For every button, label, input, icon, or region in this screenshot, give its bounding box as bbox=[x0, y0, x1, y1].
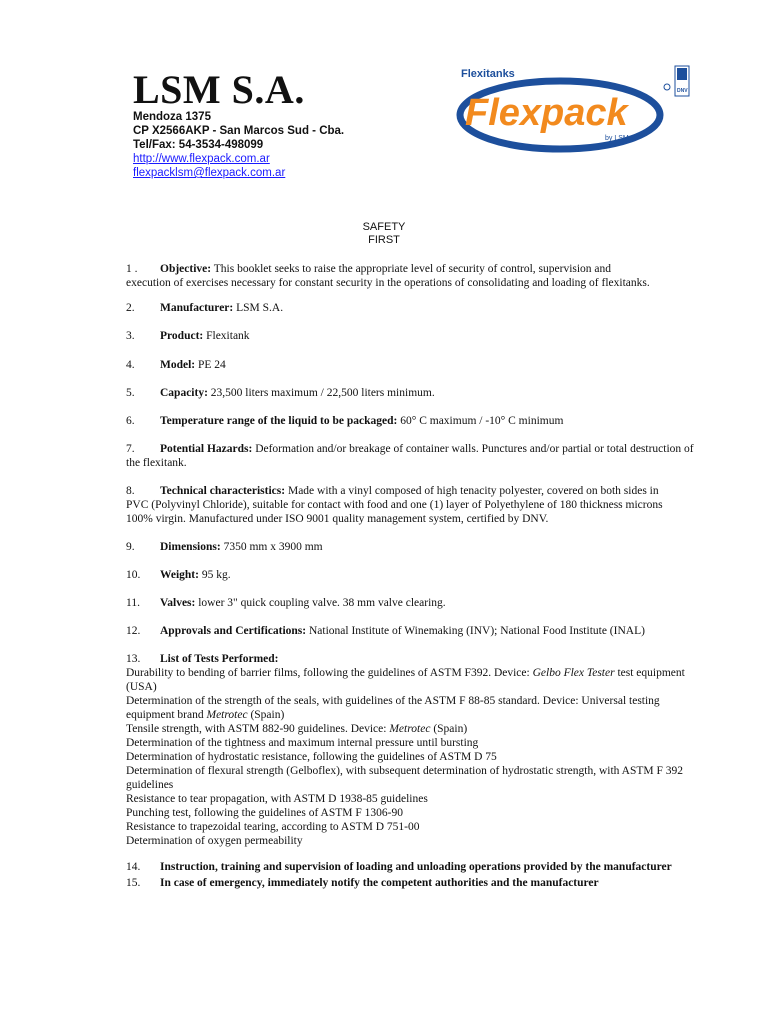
item-valves bbox=[126, 596, 716, 610]
item-label: Potential Hazards: bbox=[160, 443, 253, 455]
item-number: 9. bbox=[126, 541, 135, 553]
flexpack-logo bbox=[455, 60, 695, 160]
item-text: Made with a vinyl composed of high tenacity polyester, covered on both sides in bbox=[285, 485, 659, 497]
title-line-1: SAFETY bbox=[362, 221, 406, 233]
item-label: Product: bbox=[160, 330, 204, 342]
address-city: CP X2566AKP - San Marcos Sud - Cba. bbox=[133, 125, 345, 137]
item-text-continued: execution of exercises necessary for constant security in the operations of consolidating and loading of flexitanks. bbox=[126, 277, 650, 289]
item-label: Objective: bbox=[160, 263, 212, 275]
item-number: 11. bbox=[126, 597, 140, 609]
company-address bbox=[133, 110, 344, 180]
item-label: Model: bbox=[160, 359, 196, 371]
item-text: National Institute of Winemaking (INV); National Food Institute (INAL) bbox=[306, 625, 645, 637]
document-title bbox=[0, 221, 768, 247]
item-number: 3. bbox=[126, 330, 135, 342]
item-label: Temperature range of the liquid to be packaged: bbox=[160, 415, 398, 427]
item-label: Technical characteristics: bbox=[160, 485, 286, 497]
test-item: (USA) bbox=[126, 681, 157, 693]
item-number: 8. bbox=[126, 485, 135, 497]
tests-list bbox=[126, 666, 716, 848]
title-line-2: FIRST bbox=[368, 234, 400, 246]
item-approvals bbox=[126, 624, 716, 638]
item-weight bbox=[126, 568, 716, 582]
item-training bbox=[126, 860, 716, 874]
item-number: 2. bbox=[126, 302, 135, 314]
item-text: LSM S.A. bbox=[233, 302, 284, 314]
website-link[interactable]: http://www.flexpack.com.ar bbox=[133, 153, 270, 165]
test-item: Tensile strength, with ASTM 882-90 guidelines. Device: Metrotec (Spain) bbox=[126, 723, 468, 735]
address-street: Mendoza 1375 bbox=[133, 111, 211, 123]
item-manufacturer bbox=[126, 301, 716, 315]
item-label: Instruction, training and supervision of loading and unloading operations provided by the manufacturer bbox=[160, 861, 672, 873]
item-text: 95 kg. bbox=[198, 569, 231, 581]
item-text: 7350 mm x 3900 mm bbox=[220, 541, 323, 553]
test-item: Durability to bending of barrier films, following the guidelines of ASTM F392. Device: Gelbo Flex Tester test equipment bbox=[126, 667, 685, 679]
test-item: guidelines bbox=[126, 779, 174, 791]
item-text: Flexitank bbox=[203, 330, 250, 342]
logo-tagline: Flexitanks bbox=[461, 68, 515, 80]
item-number: 15. bbox=[126, 877, 141, 889]
item-text: PE 24 bbox=[195, 359, 226, 371]
test-item: Determination of flexural strength (Gelboflex), with subsequent determination of hydrostatic strength, with ASTM F 392 bbox=[126, 765, 684, 777]
item-label: Weight: bbox=[160, 569, 199, 581]
test-item: Punching test, following the guidelines of ASTM F 1306-90 bbox=[126, 807, 403, 819]
test-item: Resistance to trapezoidal tearing, according to ASTM D 751-00 bbox=[126, 821, 420, 833]
item-hazards bbox=[126, 442, 716, 470]
item-number: 1 . bbox=[126, 263, 138, 275]
item-label: Approvals and Certifications: bbox=[160, 625, 307, 637]
test-item: Resistance to tear propagation, with ASTM D 1938-85 guidelines bbox=[126, 793, 428, 805]
item-label: Valves: bbox=[160, 597, 196, 609]
item-temperature bbox=[126, 414, 716, 428]
item-label: Manufacturer: bbox=[160, 302, 234, 314]
logo-byline: by LSM bbox=[605, 135, 629, 142]
item-technical bbox=[126, 484, 716, 526]
item-number: 10. bbox=[126, 569, 141, 581]
item-text-continued: the flexitank. bbox=[126, 457, 187, 469]
item-text: 60° C maximum / -10° C minimum bbox=[397, 415, 564, 427]
item-number: 4. bbox=[126, 359, 135, 371]
item-model bbox=[126, 358, 716, 372]
item-number: 12. bbox=[126, 625, 141, 637]
item-text-continued: 100% virgin. Manufactured under ISO 9001 quality management system, certified by DNV. bbox=[126, 513, 549, 525]
item-label: List of Tests Performed: bbox=[160, 653, 279, 665]
item-number: 13. bbox=[126, 653, 141, 665]
item-label: Capacity: bbox=[160, 387, 208, 399]
item-tests-heading bbox=[126, 652, 716, 666]
dnv-badge-mark bbox=[677, 68, 687, 80]
company-name: LSM S.A. bbox=[133, 67, 305, 112]
test-item: Determination of the tightness and maximum internal pressure until bursting bbox=[126, 737, 479, 749]
test-item: Determination of oxygen permeability bbox=[126, 835, 303, 847]
test-item: Determination of hydrostatic resistance, following the guidelines of ASTM D 75 bbox=[126, 751, 497, 763]
item-emergency bbox=[126, 876, 716, 890]
item-label: Dimensions: bbox=[160, 541, 221, 553]
item-number: 5. bbox=[126, 387, 135, 399]
item-number: 6. bbox=[126, 415, 135, 427]
item-product bbox=[126, 329, 716, 343]
dnv-badge-text: DNV bbox=[677, 88, 688, 94]
test-item: equipment brand Metrotec (Spain) bbox=[126, 709, 285, 721]
item-dimensions bbox=[126, 540, 716, 554]
item-label: In case of emergency, immediately notify the competent authorities and the manufacturer bbox=[160, 877, 599, 889]
email-link[interactable]: flexpacklsm@flexpack.com.ar bbox=[133, 167, 286, 179]
item-text-continued: PVC (Polyvinyl Chloride), suitable for contact with food and one (1) layer of Polyethylene of 180 thickness microns bbox=[126, 499, 663, 511]
test-item: Determination of the strength of the seals, with guidelines of the ASTM F 88-85 standard. Device: Universal testing bbox=[126, 695, 660, 707]
item-text: This booklet seeks to raise the appropriate level of security of control, supervision and bbox=[211, 263, 612, 275]
item-number: 14. bbox=[126, 861, 141, 873]
address-phone: Tel/Fax: 54-3534-498099 bbox=[133, 139, 264, 151]
item-text: Deformation and/or breakage of container walls. Punctures and/or partial or total destruction of bbox=[252, 443, 694, 455]
item-number: 7. bbox=[126, 443, 135, 455]
item-text: lower 3" quick coupling valve. 38 mm valve clearing. bbox=[195, 597, 446, 609]
item-text: 23,500 liters maximum / 22,500 liters minimum. bbox=[207, 387, 435, 399]
item-capacity bbox=[126, 386, 716, 400]
registered-icon bbox=[664, 84, 670, 90]
item-objective bbox=[126, 262, 716, 290]
logo-brand: Flexpack bbox=[465, 92, 628, 134]
